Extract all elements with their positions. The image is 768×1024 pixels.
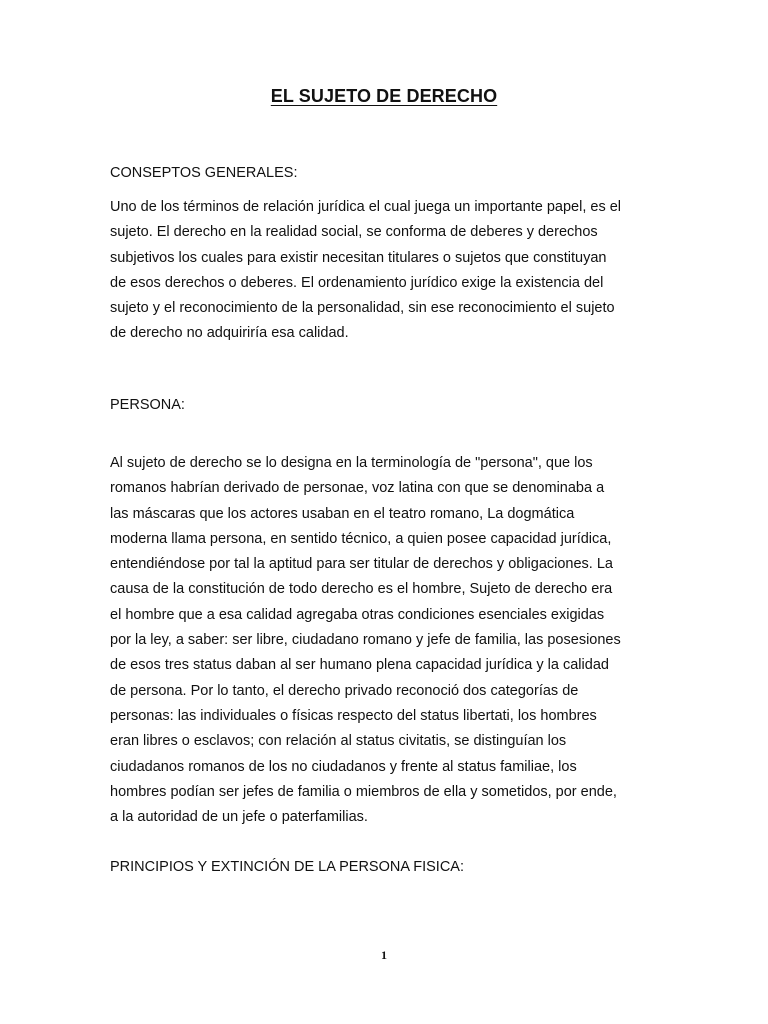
section-heading-principios: PRINCIPIOS Y EXTINCIÓN DE LA PERSONA FISICA:: [110, 859, 465, 875]
paragraph-line: entendiéndose por tal la aptitud para ser titular de derechos y obligaciones. La: [110, 556, 613, 573]
paragraph-line: las máscaras que los actores usaban en el teatro romano, La dogmática: [110, 505, 575, 522]
paragraph-line: sujeto y el reconocimiento de la personalidad, sin ese reconocimiento el sujeto: [110, 300, 615, 317]
paragraph-line: Al sujeto de derecho se lo designa en la terminología de "persona", que los: [110, 455, 593, 471]
paragraph-line: de persona. Por lo tanto, el derecho privado reconoció dos categorías de: [110, 682, 579, 699]
paragraph-line: subjetivos los cuales para existir necesitan titulares o sujetos que constituyan: [110, 249, 607, 266]
paragraph-line: hombres podían ser jefes de familia o miembros de ella y sometidos, por ende,: [110, 783, 617, 800]
section-heading-conceptos: CONSEPTOS GENERALES:: [110, 165, 298, 181]
paragraph-line: sujeto. El derecho en la realidad social, se conforma de deberes y derechos: [110, 224, 598, 241]
paragraph-line: moderna llama persona, en sentido técnico, a quien posee capacidad jurídica,: [110, 530, 612, 547]
page-number: 1: [381, 948, 387, 962]
paragraph-line: por la ley, a saber: ser libre, ciudadano romano y jefe de familia, las posesiones: [110, 632, 621, 649]
paragraph-line: a la autoridad de un jefe o paterfamilias.: [110, 809, 368, 826]
paragraph-line: de derecho no adquiriría esa calidad.: [110, 325, 349, 342]
paragraph-line: causa de la constitución de todo derecho es el hombre, Sujeto de derecho era: [110, 581, 613, 598]
paragraph-line: personas: las individuales o físicas respecto del status libertati, los hombres: [110, 707, 597, 724]
paragraph-line: de esos derechos o deberes. El ordenamiento jurídico exige la existencia del: [110, 274, 604, 291]
paragraph-line: eran libres o esclavos; con relación al status civitatis, se distinguían los: [110, 733, 567, 750]
paragraph-line: el hombre que a esa calidad agregaba otras condiciones esenciales exigidas: [110, 606, 605, 623]
document-title: EL SUJETO DE DERECHO: [270, 86, 498, 106]
paragraph-conceptos: [110, 197, 670, 349]
section-heading-persona: PERSONA:: [110, 397, 185, 413]
paragraph-line: romanos habrían derivado de personae, voz latina con que se denominaba a: [110, 480, 605, 497]
paragraph-line: de esos tres status daban al ser humano plena capacidad jurídica y la calidad: [110, 657, 609, 674]
paragraph-line: ciudadanos romanos de los no ciudadanos y frente al status familiae, los: [110, 758, 577, 775]
paragraph-line: Uno de los términos de relación jurídica el cual juega un importante papel, es el: [110, 199, 622, 215]
paragraph-persona: [110, 453, 670, 832]
